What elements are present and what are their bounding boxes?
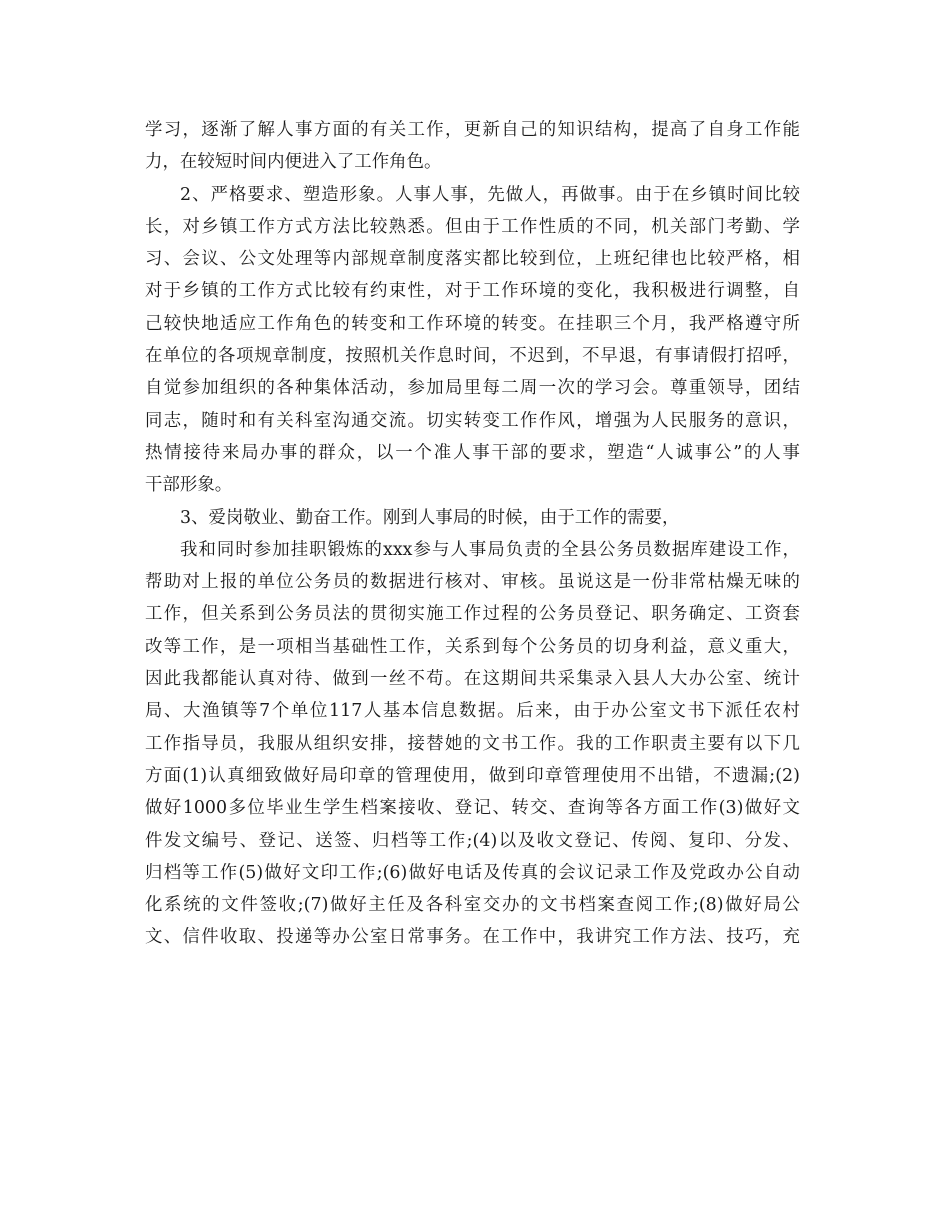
document-body xyxy=(145,114,800,954)
text-line: 2、严格要求、塑造形象。人事人事，先做人，再做事。由于在乡镇时间比较 xyxy=(180,184,800,205)
text-line: 帮助对上报的单位公务员的数据进行核对、审核。虽说这是一份非常枯燥无味的 xyxy=(145,572,800,593)
text-line: 己较快地适应工作角色的转变和工作环境的转变。在挂职三个月，我严格遵守所 xyxy=(145,313,800,334)
text-line: 归档等工作(5)做好文印工作;(6)做好电话及传真的会议记录工作及党政办公自动 xyxy=(145,862,800,883)
text-line: 文、信件收取、投递等办公室日常事务。在工作中，我讲究工作方法、技巧，充 xyxy=(145,927,800,948)
text-line: 在单位的各项规章制度，按照机关作息时间，不迟到，不早退，有事请假打招呼， xyxy=(145,346,800,367)
text-line: 化系统的文件签收;(7)做好主任及各科室交办的文书档案查阅工作;(8)做好局公 xyxy=(145,895,800,916)
text-line: 工作，但关系到公务员法的贯彻实施工作过程的公务员登记、职务确定、工资套 xyxy=(145,604,800,625)
text-line: 自觉参加组织的各种集体活动，参加局里每二周一次的学习会。尊重领导，团结 xyxy=(145,378,800,399)
text-line: 做好1000多位毕业生学生档案接收、登记、转交、查询等各方面工作(3)做好文 xyxy=(145,798,800,819)
text-line: 方面(1)认真细致做好局印章的管理使用，做到印章管理使用不出错，不遗漏;(2) xyxy=(145,765,800,786)
text-line: 同志，随时和有关科室沟通交流。切实转变工作作风，增强为人民服务的意识， xyxy=(145,410,800,431)
text-line: 局、大渔镇等7个单位117人基本信息数据。后来，由于办公室文书下派任农村 xyxy=(145,701,800,722)
text-line: 长，对乡镇工作方式方法比较熟悉。但由于工作性质的不同，机关部门考勤、学 xyxy=(145,216,800,237)
text-line: 习、会议、公文处理等内部规章制度落实都比较到位，上班纪律也比较严格，相 xyxy=(145,249,800,270)
text-line: 对于乡镇的工作方式比较有约束性，对于工作环境的变化，我积极进行调整，自 xyxy=(145,281,800,302)
text-line: 3、爱岗敬业、勤奋工作。刚到人事局的时候，由于工作的需要， xyxy=(180,507,680,528)
text-line: 热情接待来局办事的群众，以一个准人事干部的要求，塑造“人诚事公”的人事 xyxy=(145,442,800,463)
text-line: 工作指导员，我服从组织安排，接替她的文书工作。我的工作职责主要有以下几 xyxy=(145,733,800,754)
text-line: 因此我都能认真对待、做到一丝不苟。在这期间共采集录入县人大办公室、统计 xyxy=(145,669,800,690)
text-line: 学习，逐渐了解人事方面的有关工作，更新自己的知识结构，提高了自身工作能 xyxy=(145,120,800,140)
text-line: 改等工作，是一项相当基础性工作，关系到每个公务员的切身利益，意义重大， xyxy=(145,636,800,657)
text-line: 我和同时参加挂职锻炼的xxx参与人事局负责的全县公务员数据库建设工作， xyxy=(180,539,800,560)
text-line: 件发文编号、登记、送签、归档等工作;(4)以及收文登记、传阅、复印、分发、 xyxy=(145,830,800,851)
text-line: 力，在较短时间内便进入了工作角色。 xyxy=(145,152,442,173)
text-line: 干部形象。 xyxy=(145,475,233,496)
